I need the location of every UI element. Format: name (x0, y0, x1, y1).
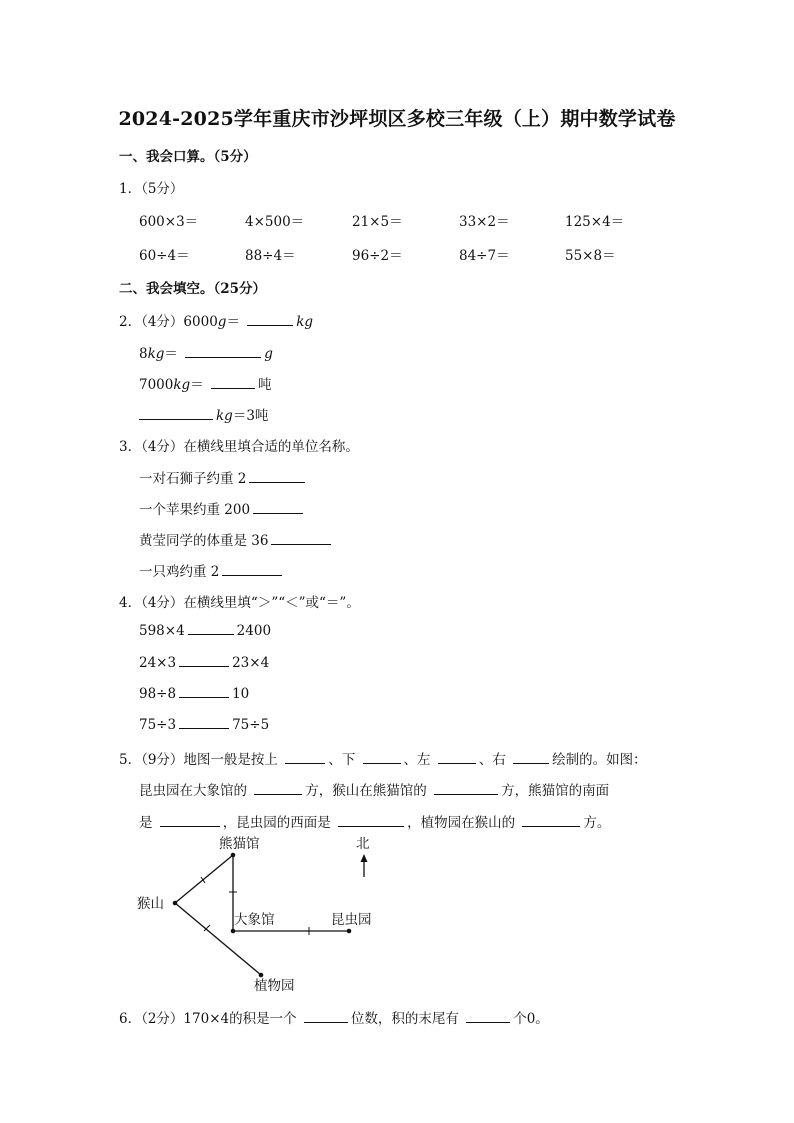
calc-item: 84÷7＝ (459, 248, 510, 264)
compare-right: 10 (232, 686, 250, 702)
text: 绘制的。如图： (552, 752, 647, 768)
unit-kg: kg (216, 408, 233, 424)
unit-ton: 吨 (257, 377, 272, 393)
answer-blank[interactable] (211, 376, 255, 389)
calc-item: 33×2＝ (459, 214, 510, 230)
answer-blank[interactable] (363, 751, 401, 764)
label-insect-garden: 昆虫园 (331, 912, 372, 928)
north-arrow-icon (361, 854, 368, 862)
node-dot (231, 853, 236, 858)
question-6-line (119, 1007, 549, 1027)
text: ，昆虫园的西面是 (222, 815, 331, 831)
answer-blank[interactable] (179, 716, 229, 729)
answer-blank[interactable] (438, 751, 476, 764)
answer-blank[interactable] (522, 814, 580, 827)
question-5-line-1 (119, 748, 647, 768)
question-4-label: 4．（4分）在横线里填“＞”“＜”或“＝”。 (119, 595, 360, 611)
item-text: 一只鸡约重 2 (139, 564, 220, 580)
question-3-item (139, 467, 308, 487)
question-2-label: 2．（4分）6000 (119, 314, 218, 330)
page-title: 2024-2025学年重庆市沙坪坝区多校三年级（上）期中数学试卷 (118, 108, 676, 130)
label-botanical-garden: 植物园 (254, 978, 295, 994)
compare-right: 75÷5 (232, 717, 270, 733)
calc-item: 96÷2＝ (352, 248, 403, 264)
question-3-item (139, 529, 334, 549)
answer-blank[interactable] (179, 654, 229, 667)
text: 是 (139, 815, 153, 831)
text: 、下 (328, 752, 356, 768)
answer-blank[interactable] (338, 814, 404, 827)
text: 方。 (583, 815, 611, 831)
equals: ＝ (164, 346, 178, 362)
calc-item: 21×5＝ (352, 214, 403, 230)
question-5-line-3 (139, 811, 610, 831)
text: 昆虫园在大象馆的 (139, 783, 247, 799)
answer-blank[interactable] (139, 407, 213, 420)
answer-blank[interactable] (253, 501, 303, 514)
answer-blank[interactable] (285, 751, 325, 764)
answer-blank[interactable] (254, 782, 302, 795)
calc-item: 600×3＝ (139, 214, 199, 230)
item-text: 黄莹同学的体重是 36 (139, 533, 269, 549)
compare-right: 2400 (236, 623, 272, 639)
answer-blank[interactable] (179, 685, 229, 698)
answer-blank[interactable] (188, 622, 234, 635)
equals: ＝ (226, 314, 240, 330)
calc-item: 60÷4＝ (139, 248, 190, 264)
label-elephant-house: 大象馆 (234, 912, 275, 928)
question-2-line-3 (139, 373, 271, 393)
text: 6．（2分）170×4的积是一个 (119, 1011, 297, 1027)
compare-item (139, 622, 271, 639)
node-dot (173, 901, 178, 906)
equation-tail: ＝3吨 (232, 408, 269, 424)
question-2-line-4 (139, 404, 268, 424)
text: 方，猴山在熊猫馆的 (305, 783, 427, 799)
unit-g: g (264, 346, 273, 362)
section-heading-1: 一、我会口算。（5分） (119, 149, 257, 165)
unit-kg: kg (296, 314, 314, 330)
text: 位数，积的末尾有 (350, 1011, 459, 1027)
answer-blank[interactable] (304, 1010, 348, 1023)
unit-kg: kg (173, 377, 191, 393)
compare-item (139, 654, 269, 671)
unit-kg: kg (147, 346, 165, 362)
question-2-line-1 (119, 310, 313, 330)
question-3-item (139, 560, 285, 580)
text: 、左 (403, 752, 431, 768)
answer-blank[interactable] (271, 532, 331, 545)
node-dot (347, 929, 352, 934)
text: 5．（9分）地图一般是按上 (119, 752, 278, 768)
text: 个0。 (513, 1011, 549, 1027)
label-north: 北 (356, 836, 370, 852)
question-5-line-2 (139, 779, 609, 799)
question-2-line-2 (139, 342, 273, 362)
calc-item: 88÷4＝ (245, 248, 296, 264)
text: 、右 (478, 752, 506, 768)
answer-blank[interactable] (185, 345, 261, 358)
number: 7000 (139, 377, 174, 393)
number: 8 (139, 346, 148, 362)
compare-left: 24×3 (139, 655, 177, 671)
calc-item: 125×4＝ (565, 214, 625, 230)
item-text: 一对石狮子约重 2 (139, 471, 247, 487)
text: 方，熊猫馆的南面 (501, 783, 610, 799)
item-text: 一个苹果约重 200 (139, 502, 251, 518)
compare-left: 75÷3 (139, 717, 177, 733)
equals: ＝ (190, 377, 204, 393)
calc-item: 55×8＝ (565, 248, 616, 264)
question-3-item (139, 498, 306, 518)
question-1-label: 1．（5分） (119, 181, 184, 197)
compare-left: 598×4 (139, 623, 185, 639)
compare-right: 23×4 (232, 655, 270, 671)
answer-blank[interactable] (247, 313, 293, 326)
answer-blank[interactable] (160, 814, 220, 827)
compare-item (139, 716, 269, 733)
section-heading-2: 二、我会填空。（25分） (119, 281, 267, 297)
zoo-map-diagram (130, 832, 390, 998)
node-dot (231, 929, 236, 934)
label-monkey-hill: 猴山 (137, 896, 164, 912)
text: ，植物园在猴山的 (407, 815, 516, 831)
answer-blank[interactable] (249, 470, 305, 483)
unit-g: g (217, 314, 227, 330)
calc-item: 4×500＝ (245, 214, 305, 230)
label-panda-house: 熊猫馆 (219, 836, 260, 852)
answer-blank[interactable] (222, 563, 282, 576)
path-monkey-panda (175, 855, 233, 903)
compare-item (139, 685, 249, 702)
answer-blank[interactable] (513, 751, 549, 764)
question-3-label: 3．（4分）在横线里填合适的单位名称。 (119, 439, 359, 455)
answer-blank[interactable] (434, 782, 498, 795)
compare-left: 98÷8 (139, 686, 177, 702)
answer-blank[interactable] (466, 1010, 510, 1023)
node-dot (259, 973, 264, 978)
